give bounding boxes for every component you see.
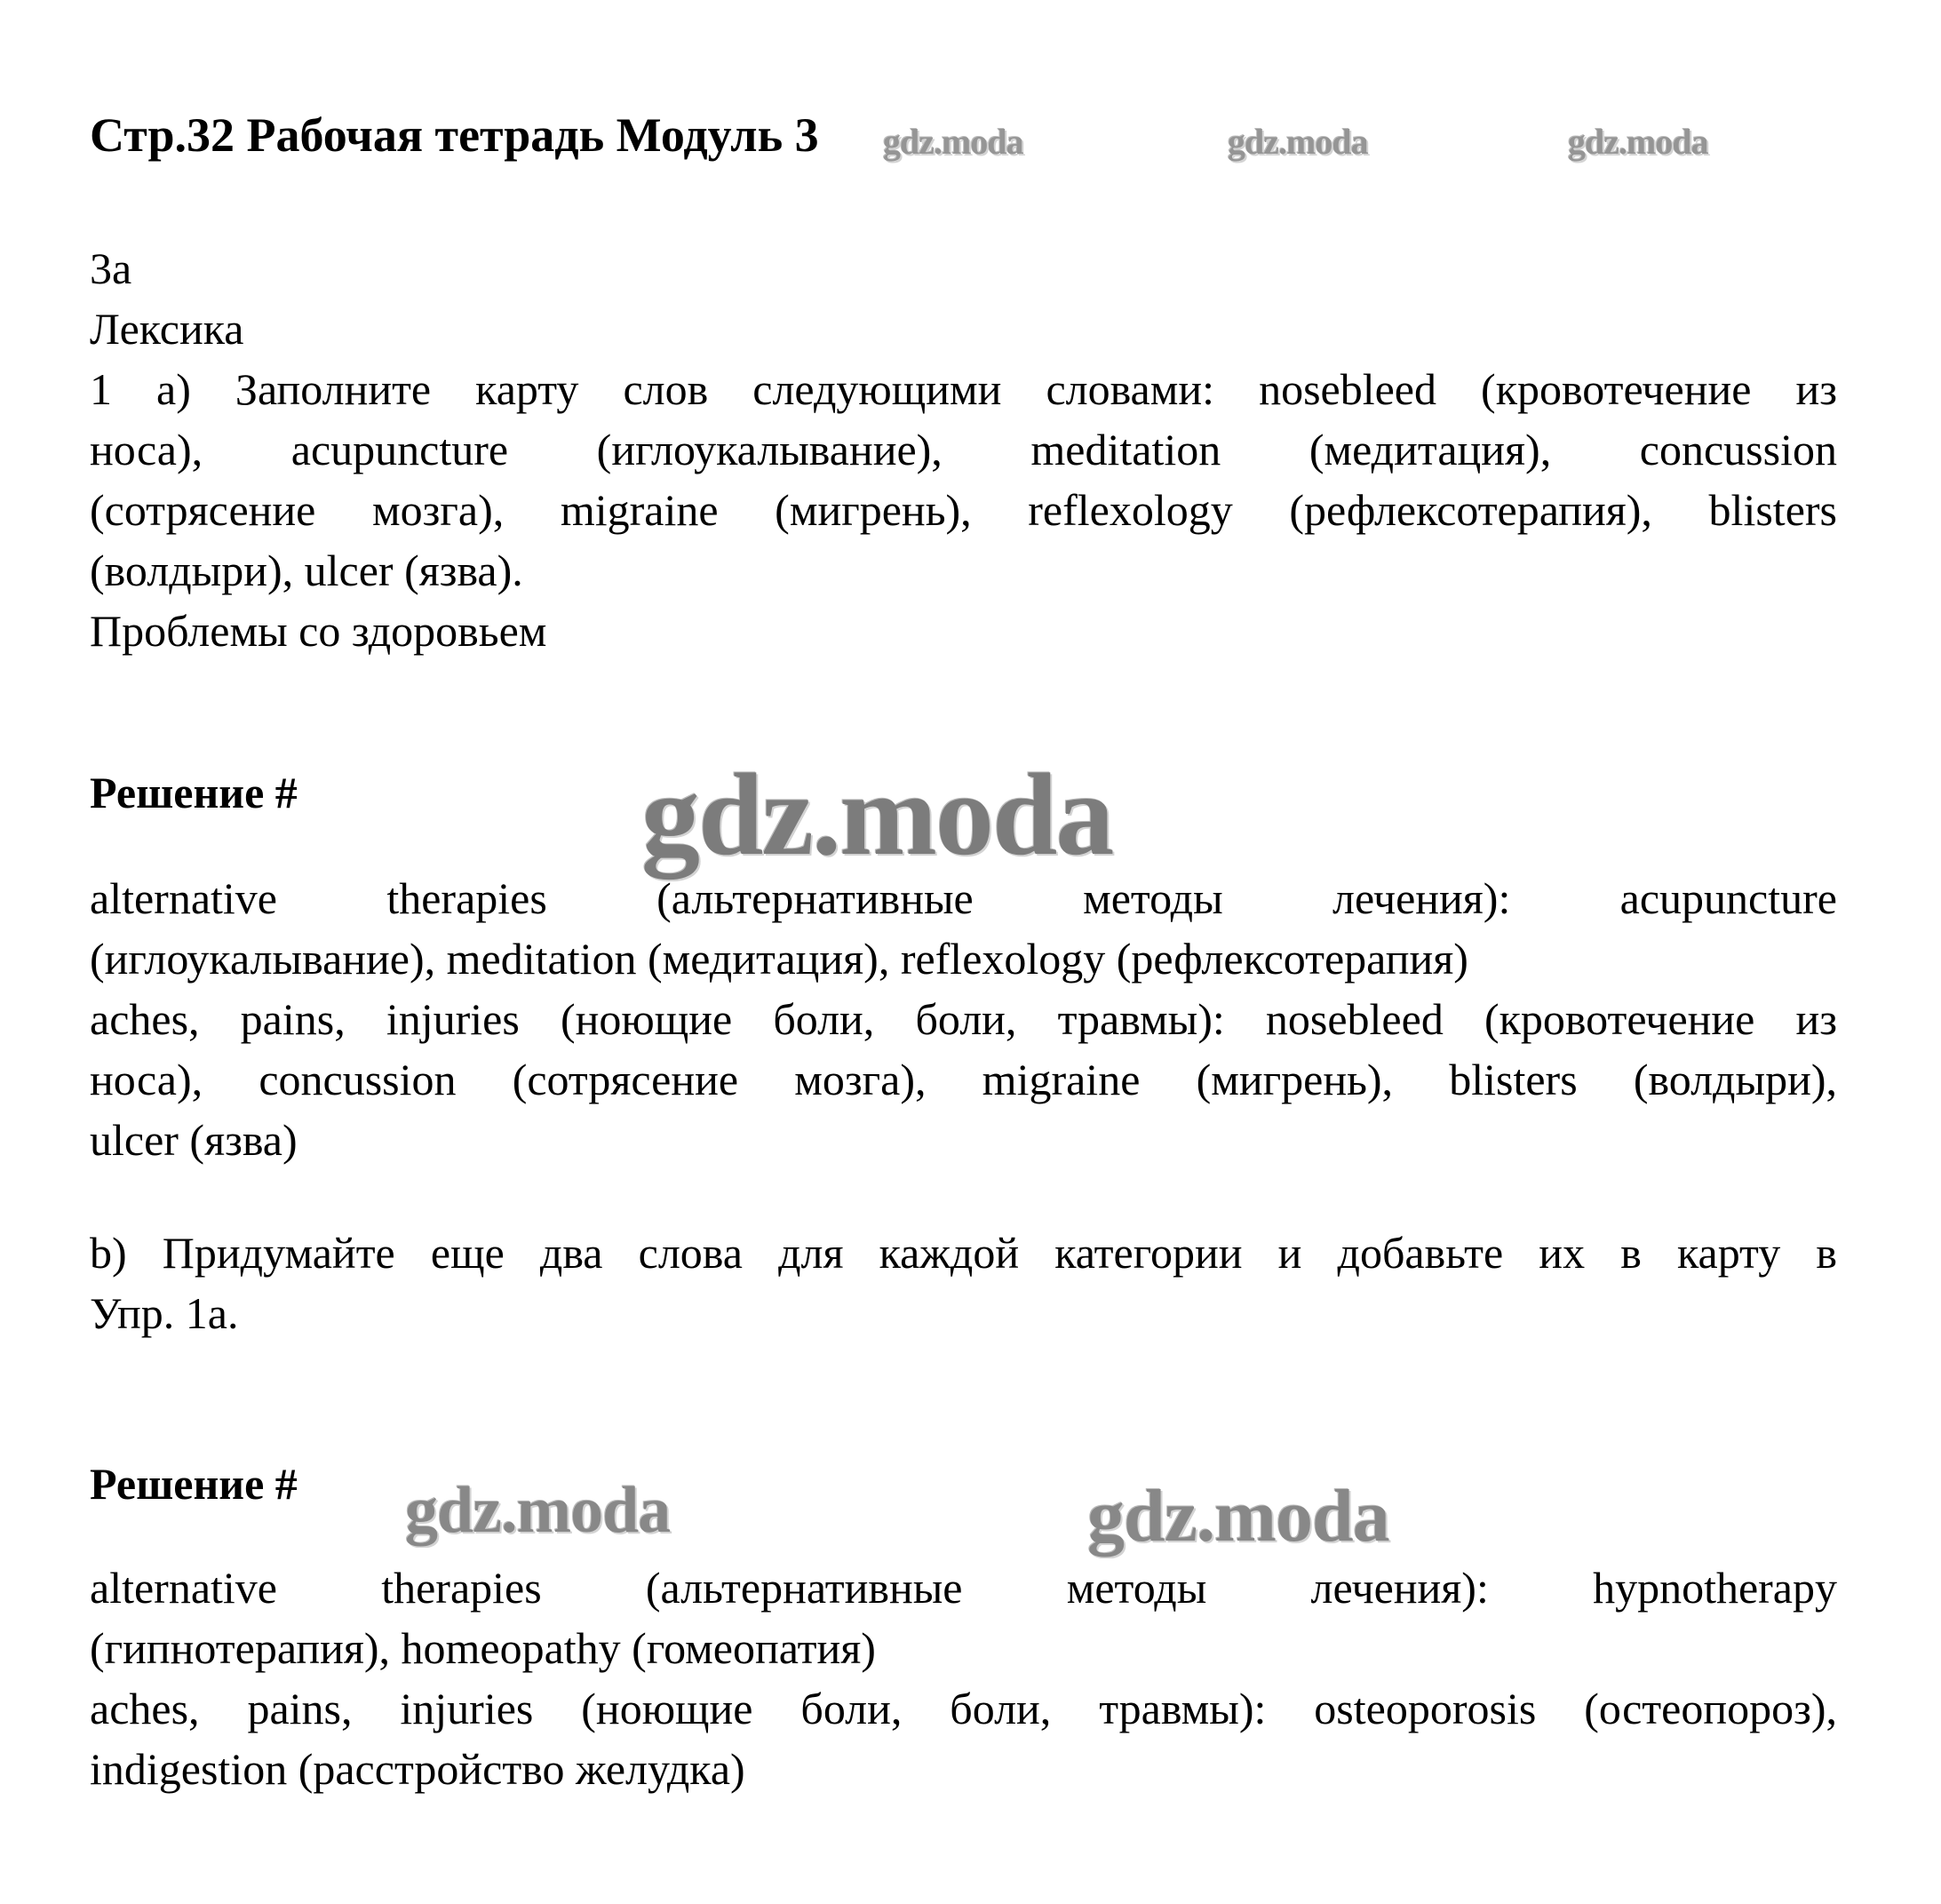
solution-b-line-1: alternative therapies (альтернативные методы лечения): hypnotherapy (90, 1563, 1837, 1613)
task-b-block (90, 1223, 1837, 1343)
task-b-line-2: Упр. 1a. (90, 1288, 239, 1338)
solution-a-line-4: носа), concussion (сотрясение мозга), migraine (мигрень), blisters (волдыри), (90, 1055, 1837, 1104)
watermark-logo: gdz.moda (1568, 122, 1708, 162)
task-section: Лексика (90, 304, 244, 354)
solution-a-line-3: aches, pains, injuries (ноющие боли, боли, травмы): nosebleed (кровотечение из (90, 994, 1837, 1044)
watermark-logo: gdz.moda (1228, 122, 1368, 162)
task-b-line-1: b) Придумайте еще два слова для каждой категории и добавьте их в карту в (90, 1228, 1837, 1278)
task-number: 3a (90, 243, 132, 293)
solution-a-line-2: (иглоукалывание), meditation (медитация), reflexology (рефлексотерапия) (90, 934, 1468, 984)
task-line-2: носа), acupuncture (иглоукалывание), meditation (медитация), concussion (90, 425, 1837, 474)
task-line-4: (волдыри), ulcer (язва). (90, 546, 523, 595)
task-line-3: (сотрясение мозга), migraine (мигрень), reflexology (рефлексотерапия), blisters (90, 485, 1837, 535)
solution-b-line-3: aches, pains, injuries (ноющие боли, боли, травмы): osteoporosis (остеопороз), (90, 1684, 1837, 1733)
solution-b-heading: Решение # (90, 1459, 298, 1509)
solution-a-line-5: ulcer (язва) (90, 1115, 298, 1165)
document-page (90, 0, 1837, 1904)
solution-a-line-1: alternative therapies (альтернативные методы лечения): acupuncture (90, 873, 1837, 923)
watermark-logo: gdz.moda (883, 122, 1023, 162)
watermark-logo: gdz.moda (1087, 1475, 1389, 1557)
solution-a-heading: Решение # (90, 768, 298, 817)
solution-b-line-4: indigestion (расстройство желудка) (90, 1744, 745, 1794)
page-title: Стр.32 Рабочая тетрадь Модуль 3 (90, 108, 819, 162)
task-line-5: Проблемы со здоровьем (90, 606, 547, 656)
solution-b-block (90, 1557, 1837, 1799)
watermark-logo: gdz.moda (405, 1474, 671, 1547)
task-line-1: 1 a) Заполните карту слов следующими словами: nosebleed (кровотечение из (90, 364, 1837, 414)
task-block (90, 238, 1837, 661)
watermark-logo: gdz.moda (641, 749, 1113, 880)
solution-b-line-2: (гипнотерапия), homeopathy (гомеопатия) (90, 1623, 876, 1673)
solution-a-block (90, 868, 1837, 1170)
